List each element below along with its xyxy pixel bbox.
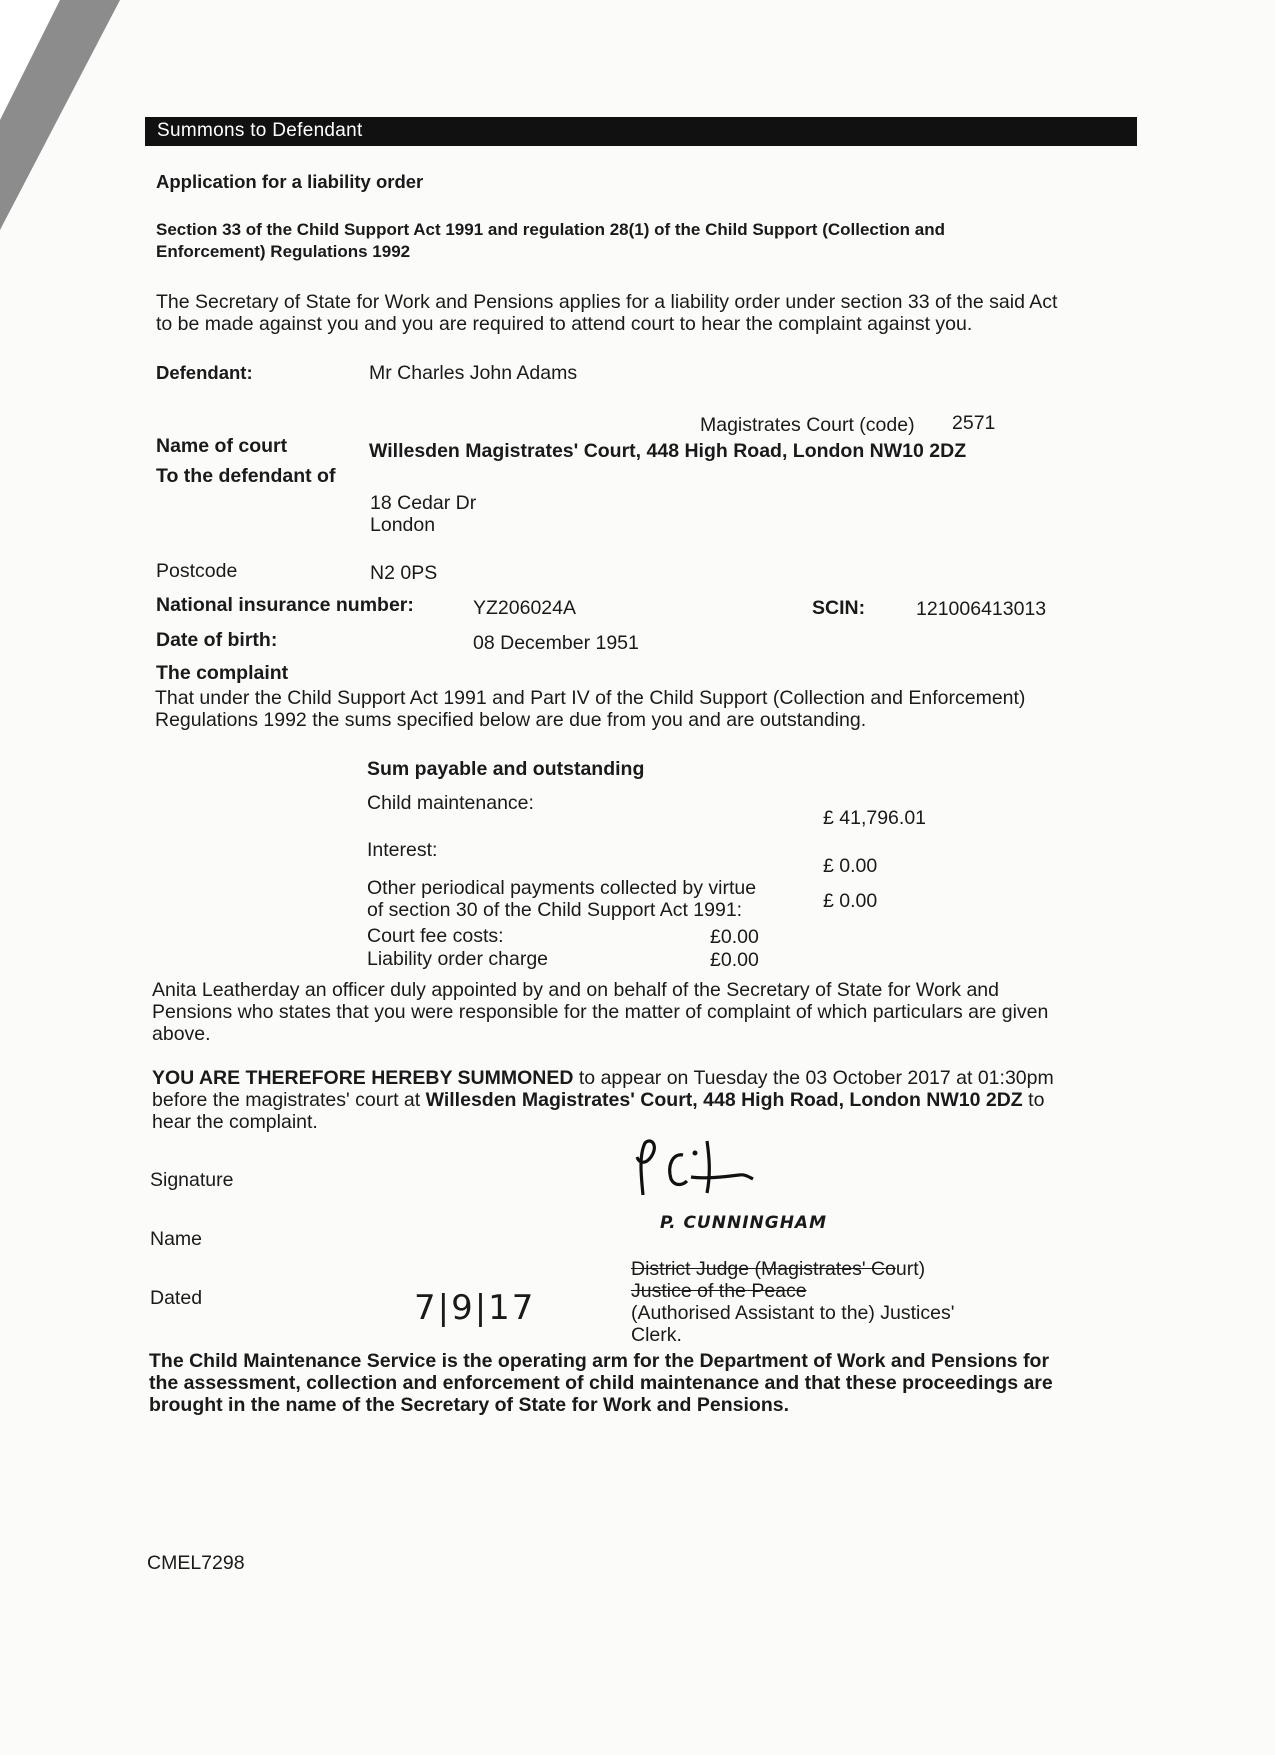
postcode-value: N2 0PS — [370, 562, 438, 584]
ni-label: National insurance number: — [156, 594, 414, 616]
dob-value: 08 December 1951 — [473, 632, 639, 654]
other-payments-value: £ 0.00 — [823, 890, 878, 912]
court-code-value: 2571 — [952, 412, 996, 434]
role-text: urt) — [895, 1258, 926, 1280]
handwritten-date: 7|9|17 — [414, 1288, 536, 1328]
court-name-value: Willesden Magistrates' Court, 448 High Road, London NW10 2DZ — [369, 440, 967, 462]
handwritten-name: P. CUNNINGHAM — [660, 1213, 827, 1233]
scin-value: 121006413013 — [916, 598, 1047, 620]
other-payments-line: Other periodical payments collected by virtue — [367, 877, 757, 899]
signature-label: Signature — [150, 1169, 234, 1191]
officer-line: above. — [152, 1023, 211, 1045]
complaint-line: Regulations 1992 the sums specified below are due from you and are outstanding. — [155, 709, 867, 731]
summons-paragraph — [152, 1067, 1054, 1133]
summons-text: to appear on Tuesday the 03 October 2017 at 01:30pm — [573, 1067, 1054, 1089]
folded-corner-highlight — [0, 0, 60, 120]
section-reference — [156, 219, 1116, 263]
signatory-role-line: Clerk. — [631, 1324, 682, 1346]
name-label: Name — [150, 1228, 203, 1250]
section-reference-line: Section 33 of the Child Support Act 1991 and regulation 28(1) of the Child Support (Collection and — [156, 220, 945, 239]
address-label: To the defendant of — [156, 465, 336, 487]
summons-line: hear the complaint. — [152, 1111, 318, 1133]
summons-line — [152, 1067, 1054, 1089]
defendant-name: Mr Charles John Adams — [369, 362, 578, 384]
footer-line: the assessment, collection and enforcement of child maintenance and that these proceedings are — [149, 1372, 1053, 1394]
interest-value: £ 0.00 — [823, 855, 878, 877]
complaint-text — [155, 687, 1025, 731]
footer-statement — [149, 1350, 1053, 1416]
officer-line: Pensions who states that you were responsible for the matter of complaint of which particulars are given — [152, 1001, 1049, 1023]
sum-heading: Sum payable and outstanding — [367, 758, 645, 780]
handwritten-signature — [625, 1135, 765, 1210]
other-payments-label — [367, 877, 756, 921]
liability-charge-value: £0.00 — [710, 949, 759, 971]
dob-label: Date of birth: — [156, 629, 278, 651]
defendant-label: Defendant: — [156, 362, 253, 383]
signatory-role-block — [631, 1258, 954, 1346]
signatory-role-line — [631, 1280, 954, 1302]
officer-line: Anita Leatherday an officer duly appointed by and on behalf of the Secretary of State for Work and — [152, 979, 999, 1001]
child-maintenance-value: £ 41,796.01 — [823, 807, 927, 829]
intro-paragraph — [156, 291, 1057, 335]
court-fee-value: £0.00 — [710, 926, 759, 948]
ni-value: YZ206024A — [473, 597, 576, 619]
header-bar — [145, 117, 1137, 146]
role-struck-text: District Judge (Magistrates' Co — [631, 1258, 896, 1280]
footer-line: brought in the name of the Secretary of State for Work and Pensions. — [149, 1394, 789, 1416]
address-line: 18 Cedar Dr — [370, 492, 477, 514]
complaint-line: That under the Child Support Act 1991 and Part IV of the Child Support (Collection and Enforcement) — [155, 687, 1026, 709]
summons-bold: Willesden Magistrates' Court, 448 High Road, London NW10 2DZ — [425, 1089, 1023, 1111]
document-title: Summons to Defendant — [157, 120, 363, 141]
court-fee-label: Court fee costs: — [367, 925, 504, 947]
intro-line: to be made against you and you are required to attend court to hear the complaint against you. — [156, 313, 973, 335]
complaint-heading: The complaint — [156, 662, 289, 684]
application-heading: Application for a liability order — [156, 171, 424, 192]
address-line: London — [370, 514, 436, 536]
officer-statement — [152, 979, 1048, 1045]
court-name-label: Name of court — [156, 435, 288, 457]
signatory-role-line — [631, 1258, 954, 1280]
summons-line — [152, 1089, 1054, 1111]
summons-bold: YOU ARE THEREFORE HEREBY SUMMONED — [152, 1067, 574, 1089]
dated-label: Dated — [150, 1287, 203, 1309]
interest-label: Interest: — [367, 839, 438, 861]
liability-charge-label: Liability order charge — [367, 948, 549, 970]
signatory-role-line: (Authorised Assistant to the) Justices' — [631, 1302, 955, 1324]
other-payments-line: of section 30 of the Child Support Act 1991: — [367, 899, 743, 921]
summons-text: to — [1022, 1089, 1045, 1111]
role-struck-text: Justice of the Peace — [631, 1280, 807, 1302]
footer-line: The Child Maintenance Service is the operating arm for the Department of Work and Pensions for — [149, 1350, 1050, 1372]
address-block — [370, 492, 476, 536]
intro-line: The Secretary of State for Work and Pensions applies for a liability order under section 33 of the said Act — [156, 291, 1058, 313]
form-code: CMEL7298 — [147, 1552, 245, 1574]
child-maintenance-label: Child maintenance: — [367, 792, 534, 814]
summons-text: before the magistrates' court at — [152, 1089, 426, 1111]
postcode-label: Postcode — [156, 560, 238, 582]
section-reference-line: Enforcement) Regulations 1992 — [156, 242, 411, 261]
court-code-label: Magistrates Court (code) — [700, 414, 915, 436]
scin-label: SCIN: — [812, 597, 866, 619]
